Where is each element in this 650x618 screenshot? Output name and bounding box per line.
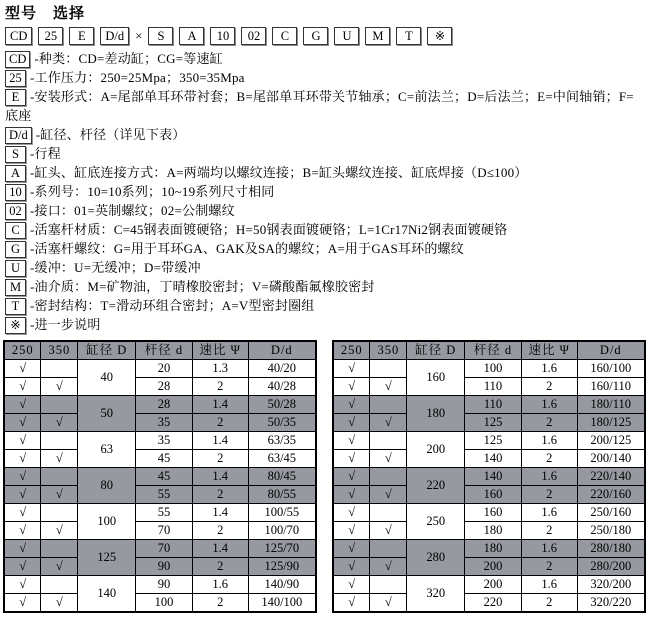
pressure-350-cell (370, 468, 407, 486)
explanation-text: -缓冲：U=无缓冲；D=带缓冲 (30, 260, 201, 275)
explanation-row (5, 201, 635, 220)
pressure-350-cell: √ (370, 486, 407, 504)
pressure-250-cell: √ (333, 414, 370, 432)
dd-combination-cell: 320/200 (577, 576, 645, 594)
bore-cell: 180 (407, 396, 465, 432)
dd-combination-cell: 280/200 (577, 558, 645, 576)
rod-diameter-cell: 100 (136, 594, 193, 613)
rod-diameter-cell: 110 (465, 396, 522, 414)
pressure-250-cell: √ (333, 486, 370, 504)
dd-combination-cell: 40/20 (248, 360, 316, 378)
explanation-code-box: G (5, 241, 26, 258)
rod-diameter-cell: 110 (465, 378, 522, 396)
pressure-250-cell: √ (333, 558, 370, 576)
explanation-text: -进一步说明 (30, 317, 101, 332)
pressure-350-cell: √ (41, 522, 78, 540)
dd-combination-cell: 220/160 (577, 486, 645, 504)
rod-diameter-cell: 140 (465, 468, 522, 486)
speed-ratio-cell: 1.6 (521, 504, 577, 522)
pressure-350-cell: √ (41, 486, 78, 504)
spec-row (4, 468, 316, 486)
dd-combination-cell: 63/35 (248, 432, 316, 450)
page-title: 型号 选择 (5, 5, 86, 22)
dd-combination-cell: 220/140 (577, 468, 645, 486)
spec-row (333, 450, 645, 468)
spec-row (333, 558, 645, 576)
spec-row (333, 522, 645, 540)
rod-diameter-cell: 28 (136, 378, 193, 396)
model-code-box: 02 (241, 27, 266, 45)
spec-row (4, 594, 316, 613)
explanation-row (5, 277, 635, 296)
rod-diameter-cell: 35 (136, 432, 193, 450)
pressure-350-cell: √ (41, 450, 78, 468)
spec-row (333, 432, 645, 450)
explanation-text: -系列号：10=10系列；10~19系列尺寸相同 (30, 184, 275, 199)
model-code-row (5, 27, 646, 45)
pressure-250-cell: √ (4, 360, 41, 378)
pressure-350-cell (370, 432, 407, 450)
spec-header-cell: 350 (41, 341, 78, 360)
pressure-250-cell: √ (4, 396, 41, 414)
rod-diameter-cell: 35 (136, 414, 193, 432)
model-code-box: D/d (100, 27, 129, 45)
pressure-350-cell (41, 468, 78, 486)
dd-combination-cell: 140/90 (248, 576, 316, 594)
pressure-350-cell (41, 540, 78, 558)
speed-ratio-cell: 2 (521, 486, 577, 504)
explanation-code-box: CD (5, 51, 30, 68)
spec-row (333, 468, 645, 486)
pressure-350-cell (41, 432, 78, 450)
explanation-row (5, 239, 635, 258)
explanation-code-box: U (5, 260, 26, 277)
explanation-text: -活塞杆螺纹：G=用于耳环GA、GAK及SA的螺纹；A=用于GAS耳环的螺纹 (30, 241, 464, 256)
explanation-row (5, 125, 635, 144)
pressure-350-cell (370, 396, 407, 414)
spec-row (4, 378, 316, 396)
explanation-row (5, 315, 635, 334)
rod-diameter-cell: 125 (465, 432, 522, 450)
model-code-box: S (148, 27, 173, 45)
speed-ratio-cell: 1.6 (521, 468, 577, 486)
dd-combination-cell: 100/70 (248, 522, 316, 540)
rod-diameter-cell: 160 (465, 486, 522, 504)
explanation-code-box: M (5, 279, 26, 296)
pressure-250-cell: √ (333, 504, 370, 522)
bore-cell: 100 (78, 504, 136, 540)
rod-diameter-cell: 220 (465, 594, 522, 613)
explanation-row (5, 87, 635, 125)
pressure-250-cell: √ (4, 486, 41, 504)
pressure-350-cell: √ (370, 378, 407, 396)
rod-diameter-cell: 45 (136, 468, 193, 486)
pressure-350-cell (370, 504, 407, 522)
rod-diameter-cell: 140 (465, 450, 522, 468)
pressure-350-cell (41, 396, 78, 414)
pressure-250-cell: √ (333, 360, 370, 378)
pressure-250-cell: √ (333, 522, 370, 540)
speed-ratio-cell: 2 (192, 486, 248, 504)
speed-ratio-cell: 1.4 (192, 396, 248, 414)
spec-row (333, 576, 645, 594)
explanation-code-box: ※ (5, 317, 26, 334)
rod-diameter-cell: 20 (136, 360, 193, 378)
explanation-text: -缸头、缸底连接方式：A=两端均以螺纹连接；B=缸头螺纹连接、缸底焊接（D≤100） (30, 165, 528, 180)
speed-ratio-cell: 2 (521, 558, 577, 576)
pressure-350-cell: √ (370, 594, 407, 613)
spec-row (4, 576, 316, 594)
model-code-box: C (272, 27, 297, 45)
spec-row (333, 540, 645, 558)
pressure-250-cell: √ (4, 522, 41, 540)
speed-ratio-cell: 2 (521, 522, 577, 540)
pressure-250-cell: √ (4, 540, 41, 558)
spec-row (4, 504, 316, 522)
explanation-row (5, 220, 635, 239)
dd-combination-cell: 160/110 (577, 378, 645, 396)
rod-diameter-cell: 125 (465, 414, 522, 432)
pressure-250-cell: √ (4, 432, 41, 450)
explanation-text: -种类：CD=差动缸；CG=等速缸 (34, 51, 223, 66)
pressure-250-cell: √ (333, 576, 370, 594)
dd-combination-cell: 160/100 (577, 360, 645, 378)
dd-combination-cell: 125/90 (248, 558, 316, 576)
explanation-text: -接口：01=英制螺纹；02=公制螺纹 (30, 203, 235, 218)
spec-row (333, 504, 645, 522)
pressure-250-cell: √ (333, 468, 370, 486)
rod-diameter-cell: 200 (465, 576, 522, 594)
pressure-350-cell: √ (41, 378, 78, 396)
spec-header-cell: 缸径 D (407, 341, 465, 360)
pressure-350-cell (370, 360, 407, 378)
spec-header-cell: 杆径 d (465, 341, 522, 360)
dd-combination-cell: 200/125 (577, 432, 645, 450)
spec-row (4, 396, 316, 414)
speed-ratio-cell: 1.4 (192, 504, 248, 522)
bore-cell: 80 (78, 468, 136, 504)
model-code-box: U (334, 27, 359, 45)
pressure-350-cell: √ (41, 594, 78, 613)
rod-diameter-cell: 200 (465, 558, 522, 576)
spec-header-cell: 缸径 D (78, 341, 136, 360)
model-code-box: 10 (210, 27, 235, 45)
rod-diameter-cell: 28 (136, 396, 193, 414)
spec-row (4, 522, 316, 540)
speed-ratio-cell: 2 (521, 450, 577, 468)
speed-ratio-cell: 2 (521, 414, 577, 432)
bore-cell: 250 (407, 504, 465, 540)
speed-ratio-cell: 2 (192, 522, 248, 540)
speed-ratio-cell: 1.6 (521, 576, 577, 594)
spec-row (4, 360, 316, 378)
explanation-row (5, 182, 635, 201)
dd-combination-cell: 40/28 (248, 378, 316, 396)
spec-header-row (333, 341, 645, 360)
dd-combination-cell: 50/35 (248, 414, 316, 432)
pressure-350-cell (41, 576, 78, 594)
dd-combination-cell: 200/140 (577, 450, 645, 468)
rod-diameter-cell: 90 (136, 558, 193, 576)
speed-ratio-cell: 2 (192, 594, 248, 613)
explanation-code-box: D/d (5, 127, 32, 144)
spec-row (333, 360, 645, 378)
pressure-250-cell: √ (333, 396, 370, 414)
spec-header-cell: D/d (248, 341, 316, 360)
speed-ratio-cell: 2 (521, 594, 577, 613)
explanation-code-box: E (5, 89, 26, 106)
pressure-250-cell: √ (4, 558, 41, 576)
explanation-code-box: T (5, 298, 26, 315)
spec-header-cell: 350 (370, 341, 407, 360)
bore-cell: 200 (407, 432, 465, 468)
model-code-box: CD (5, 27, 32, 45)
spec-tables (3, 340, 646, 613)
speed-ratio-cell: 1.6 (521, 540, 577, 558)
rod-diameter-cell: 160 (465, 504, 522, 522)
dd-combination-cell: 80/45 (248, 468, 316, 486)
dd-combination-cell: 140/100 (248, 594, 316, 613)
speed-ratio-cell: 1.4 (192, 432, 248, 450)
rod-diameter-cell: 70 (136, 540, 193, 558)
spec-row (4, 486, 316, 504)
pressure-250-cell: √ (333, 540, 370, 558)
explanation-row (5, 163, 635, 182)
explanation-row (5, 258, 635, 277)
model-code-box: ※ (427, 27, 452, 45)
spec-header-cell: 250 (4, 341, 41, 360)
bore-cell: 320 (407, 576, 465, 613)
spec-row (4, 414, 316, 432)
speed-ratio-cell: 1.6 (521, 396, 577, 414)
pressure-350-cell: √ (41, 414, 78, 432)
dd-combination-cell: 100/55 (248, 504, 316, 522)
rod-diameter-cell: 55 (136, 504, 193, 522)
spec-header-cell: 速比 Ψ (192, 341, 248, 360)
rod-diameter-cell: 100 (465, 360, 522, 378)
dd-combination-cell: 250/160 (577, 504, 645, 522)
spec-row (333, 396, 645, 414)
explanation-code-box: 02 (5, 203, 26, 220)
pressure-250-cell: √ (4, 594, 41, 613)
pressure-250-cell: √ (4, 378, 41, 396)
dd-combination-cell: 180/125 (577, 414, 645, 432)
bore-cell: 160 (407, 360, 465, 396)
explanation-text: -工作压力：250=25Mpa；350=35Mpa (30, 70, 245, 85)
spec-row (4, 540, 316, 558)
spec-row (333, 378, 645, 396)
pressure-250-cell: √ (4, 468, 41, 486)
speed-ratio-cell: 1.6 (521, 432, 577, 450)
pressure-250-cell: √ (4, 576, 41, 594)
pressure-350-cell: √ (370, 450, 407, 468)
pressure-250-cell: √ (333, 432, 370, 450)
model-code-box: A (179, 27, 204, 45)
bore-cell: 125 (78, 540, 136, 576)
multiply-separator: × (135, 28, 143, 43)
bore-cell: 40 (78, 360, 136, 396)
explanation-text: -行程 (30, 146, 61, 161)
rod-diameter-cell: 55 (136, 486, 193, 504)
rod-diameter-cell: 180 (465, 522, 522, 540)
dd-combination-cell: 125/70 (248, 540, 316, 558)
bore-cell: 280 (407, 540, 465, 576)
bore-cell: 50 (78, 396, 136, 432)
explanation-row (5, 144, 635, 163)
pressure-350-cell (370, 540, 407, 558)
pressure-250-cell: √ (4, 450, 41, 468)
explanation-code-box: 10 (5, 184, 26, 201)
model-code-box: 25 (38, 27, 63, 45)
speed-ratio-cell: 2 (192, 414, 248, 432)
explanation-list (5, 49, 635, 334)
pressure-350-cell (370, 576, 407, 594)
bore-cell: 220 (407, 468, 465, 504)
rod-diameter-cell: 90 (136, 576, 193, 594)
pressure-250-cell: √ (333, 594, 370, 613)
explanation-text: -安装形式：A=尾部单耳环带衬套；B=尾部单耳环带关节轴承；C=前法兰；D=后法兰；E=中间轴销；F=底座 (5, 89, 634, 123)
dd-combination-cell: 50/28 (248, 396, 316, 414)
rod-diameter-cell: 70 (136, 522, 193, 540)
model-code-box: E (69, 27, 94, 45)
spec-header-cell: 杆径 d (136, 341, 193, 360)
explanation-row (5, 49, 635, 68)
speed-ratio-cell: 2 (192, 558, 248, 576)
spec-header-row (4, 341, 316, 360)
explanation-row (5, 68, 635, 87)
spec-row (4, 450, 316, 468)
pressure-350-cell: √ (370, 414, 407, 432)
spec-header-cell: 250 (333, 341, 370, 360)
model-code-box: T (396, 27, 421, 45)
speed-ratio-cell: 2 (192, 378, 248, 396)
rod-diameter-cell: 180 (465, 540, 522, 558)
speed-ratio-cell: 1.4 (192, 468, 248, 486)
explanation-code-box: C (5, 222, 26, 239)
bore-cell: 63 (78, 432, 136, 468)
explanation-text: -缸径、杆径（详见下表） (35, 127, 186, 142)
pressure-350-cell: √ (41, 558, 78, 576)
spec-row (333, 594, 645, 613)
pressure-250-cell: √ (4, 414, 41, 432)
speed-ratio-cell: 1.6 (192, 576, 248, 594)
spec-row (4, 558, 316, 576)
spec-table-left (3, 340, 317, 613)
pressure-350-cell: √ (370, 558, 407, 576)
pressure-350-cell (41, 360, 78, 378)
explanation-row (5, 296, 635, 315)
explanation-text: -活塞杆材质：C=45钢表面镀硬铬；H=50钢表面镀硬铬；L=1Cr17Ni2钢表面镀硬铬 (30, 222, 508, 237)
dd-combination-cell: 320/220 (577, 594, 645, 613)
dd-combination-cell: 280/180 (577, 540, 645, 558)
speed-ratio-cell: 1.3 (192, 360, 248, 378)
spec-header-cell: D/d (577, 341, 645, 360)
spec-header-cell: 速比 Ψ (521, 341, 577, 360)
pressure-250-cell: √ (333, 378, 370, 396)
spec-row (333, 486, 645, 504)
speed-ratio-cell: 2 (192, 450, 248, 468)
speed-ratio-cell: 1.4 (192, 540, 248, 558)
spec-table-right (332, 340, 646, 613)
rod-diameter-cell: 45 (136, 450, 193, 468)
pressure-350-cell: √ (370, 522, 407, 540)
dd-combination-cell: 180/110 (577, 396, 645, 414)
model-code-box: G (303, 27, 328, 45)
dd-combination-cell: 250/180 (577, 522, 645, 540)
explanation-text: -密封结构：T=滑动环组合密封；A=V型密封圈组 (30, 298, 315, 313)
pressure-250-cell: √ (4, 504, 41, 522)
spec-row (333, 414, 645, 432)
explanation-code-box: A (5, 165, 26, 182)
model-code-box: M (365, 27, 390, 45)
pressure-350-cell (41, 504, 78, 522)
explanation-code-box: 25 (5, 70, 26, 87)
dd-combination-cell: 80/55 (248, 486, 316, 504)
speed-ratio-cell: 1.6 (521, 360, 577, 378)
bore-cell: 140 (78, 576, 136, 613)
dd-combination-cell: 63/45 (248, 450, 316, 468)
pressure-250-cell: √ (333, 450, 370, 468)
explanation-code-box: S (5, 146, 26, 163)
speed-ratio-cell: 2 (521, 378, 577, 396)
spec-row (4, 432, 316, 450)
explanation-text: -油介质：M=矿物油，丁晴橡胶密封；V=磷酸酯氟橡胶密封 (30, 279, 375, 294)
